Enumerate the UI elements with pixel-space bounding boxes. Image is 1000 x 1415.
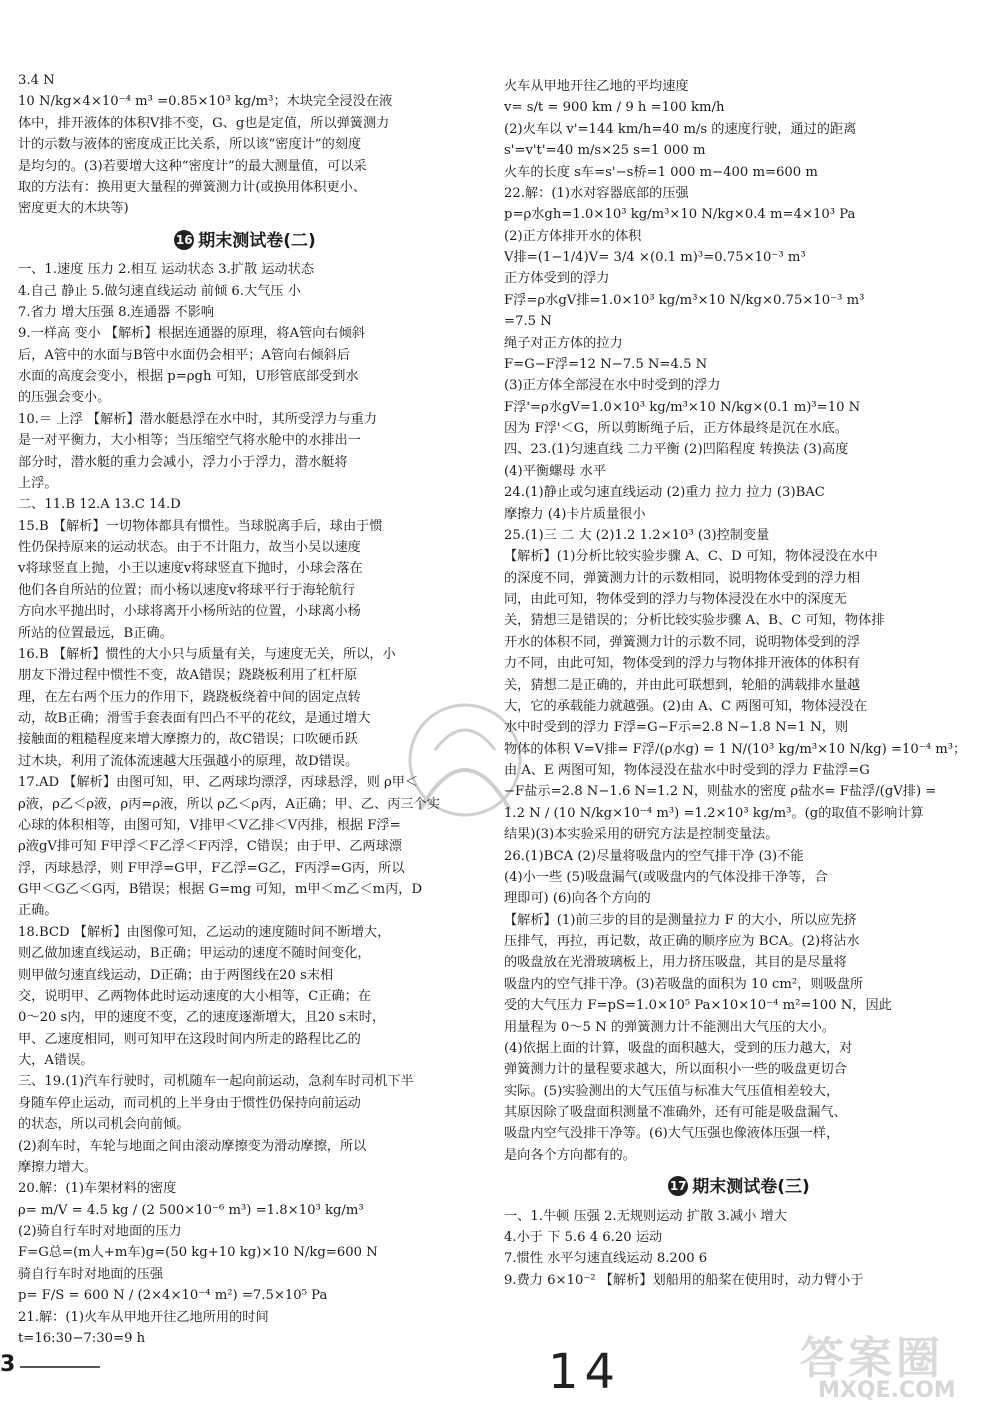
text-line: 后，A管中的水面与B管中水面仍会相平；A管向右倾斜后 bbox=[18, 347, 351, 363]
handwritten-number: 14 bbox=[548, 1344, 622, 1400]
text-line: 的状态，所以司机会向前倾。 bbox=[18, 1117, 190, 1133]
text-line: F浮'=ρ水gV=1.0×10³ kg/m³×10 N/kg×(0.1 m)³=10 N bbox=[504, 399, 861, 415]
watermark-url: MXQE.COM bbox=[818, 1378, 956, 1403]
text-line: 10.＝ 上浮 【解析】潜水艇悬浮在水中时，其所受浮力与重力 bbox=[18, 411, 378, 427]
text-line: p= F/S = 600 N / (2×4×10⁻⁴ m²) =7.5×10⁵ Pa bbox=[18, 1288, 328, 1304]
right-column bbox=[504, 76, 974, 1291]
watermark-logo: 答案圈 bbox=[800, 1333, 944, 1384]
text-line: 动，故B正确；滑雪手套表面有凹凸不平的花纹，是通过增大 bbox=[18, 711, 371, 727]
text-line: 18.BCD 【解析】由图像可知，乙运动的速度随时间不断增大， bbox=[18, 924, 391, 940]
section-number-badge: 17 bbox=[668, 1176, 688, 1196]
text-line: 身随车停止运动，而司机的上半身由于惯性仍保持向前运动 bbox=[18, 1095, 361, 1111]
text-line: 骑自行车时对地面的压强 bbox=[18, 1266, 164, 1282]
text-line: 交，说明甲、乙两物体此时运动速度的大小相等，C正确；在 bbox=[18, 988, 371, 1004]
text-line: 弹簧测力计的量程要求越大，所以面积小一些的吸盘更切合 bbox=[504, 1062, 847, 1078]
right-block-b bbox=[504, 1206, 974, 1292]
text-line: 的吸盘放在光滑玻璃板上，用力挤压吸盘，其目的是尽量将 bbox=[504, 955, 847, 971]
text-line: 则甲做匀速直线运动，D正确；由于两图线在20 s末相 bbox=[18, 967, 334, 983]
text-line: 26.(1)BCA (2)尽量将吸盘内的空气排干净 (3)不能 bbox=[504, 848, 804, 864]
text-line: 9.一样高 变小 【解析】根据连通器的原理，将A管向右倾斜 bbox=[18, 326, 365, 342]
text-line: 受的大气压力 F=pS=1.0×10⁵ Pa×10×10⁻⁴ m²=100 N，因此 bbox=[504, 998, 892, 1014]
text-line: 浮，丙球悬浮，则 F甲浮=G甲，F乙浮=G乙，F丙浮=G丙，所以 bbox=[18, 860, 405, 876]
left-top-block bbox=[18, 70, 472, 220]
text-line: 朋友下滑过程中惯性不变，故A错误；跷跷板利用了杠杆原 bbox=[18, 668, 358, 684]
text-line: 绳子对正方体的拉力 bbox=[504, 335, 623, 351]
text-line: 3.4 N bbox=[18, 73, 55, 88]
text-line: s'=v't'=40 m/s×25 s=1 000 m bbox=[504, 143, 706, 159]
text-line: 24.(1)静止或匀速直线运动 (2)重力 拉力 拉力 (3)BAC bbox=[504, 485, 825, 501]
text-line: (2)刹车时，车轮与地面之间由滚动摩擦变为滑动摩擦，所以 bbox=[18, 1138, 367, 1154]
text-line: ρ= m/V = 4.5 kg / (2 500×10⁻⁶ m³) =1.8×10³ kg/m³ bbox=[18, 1202, 364, 1218]
text-line: 水中时受到的浮力 F浮=G−F示=2.8 N−1.8 N=1 N，则 bbox=[504, 720, 849, 736]
text-line: 是均匀的。(3)若要增大这种“密度计”的最大测量值，可以采 bbox=[18, 158, 367, 174]
text-line: −F盐示=2.8 N−1.6 N=1.2 N，则盐水的密度 ρ盐水= F盐浮/(gV排) = bbox=[504, 784, 937, 800]
text-line: 7.惯性 水平匀速直线运动 8.200 6 bbox=[504, 1251, 708, 1267]
text-line: 方向水平抛出时，小球将离开小杨所站的位置，小球离小杨 bbox=[18, 604, 361, 620]
text-line: 所站的位置最远，B正确。 bbox=[18, 625, 173, 641]
text-line: 4.小于 下 5.6 4 6.20 运动 bbox=[504, 1230, 663, 1246]
text-line: 【解析】(1)分析比较实验步骤 A、C、D 可知，物体浸没在水中 bbox=[504, 549, 878, 565]
text-line: V排=(1−1/4)V= 3/4 ×(0.1 m)³=0.75×10⁻³ m³ bbox=[504, 250, 806, 265]
text-line: 一、1.牛顿 压强 2.无规则运动 扩散 3.减小 增大 bbox=[504, 1208, 787, 1224]
text-line: t=16:30−7:30=9 h bbox=[18, 1330, 146, 1346]
text-line: v将球竖直上抛，小王以速度v将球竖直下抛时，小球会落在 bbox=[18, 561, 363, 577]
text-line: 结果)(3)本实验采用的研究方法是控制变量法。 bbox=[504, 827, 779, 843]
text-line: 是一对平衡力，大小相等；当压缩空气将水舱中的水排出一 bbox=[18, 433, 361, 449]
text-line: 四、23.(1)匀速直线 二力平衡 (2)凹陷程度 转换法 (3)高度 bbox=[504, 442, 849, 458]
text-line: F=G总=(m人+m车)g=(50 kg+10 kg)×10 N/kg=600 N bbox=[18, 1245, 378, 1261]
text-line: 因为 F浮'＜G，所以剪断绳子后，正方体最终是沉在水底。 bbox=[504, 421, 848, 436]
text-line: 22.解：(1)水对容器底部的压强 bbox=[504, 185, 689, 201]
text-line: 密度更大的木块等) bbox=[18, 201, 129, 217]
text-line: 理，在左右两个压力的作用下，跷跷板绕着中间的固定点转 bbox=[18, 689, 361, 705]
text-line: 是向各个方向都有的。 bbox=[504, 1147, 636, 1163]
text-line: 17.AD 【解析】由图可知，甲、乙两球均漂浮，丙球悬浮，则 ρ甲＜ bbox=[18, 775, 419, 791]
section-title-text: 期末测试卷(二) bbox=[198, 230, 316, 251]
text-line: 部分时，潜水艇的重力会减小，浮力小于浮力，潜水艇将 bbox=[18, 454, 348, 470]
text-line: 大，A错误。 bbox=[18, 1053, 94, 1069]
text-line: (2)正方体排开水的体积 bbox=[504, 228, 642, 244]
text-line: 吸盘内空气没排干净等。(6)大气压强也像液体压强一样， bbox=[504, 1126, 840, 1142]
text-line: 正确。 bbox=[18, 903, 58, 919]
text-line: 9.费力 6×10⁻² 【解析】划船用的船桨在使用时，动力臂小于 bbox=[504, 1272, 864, 1288]
text-line: 他们各自所站的位置；而小杨以速度v将球平行于海轮航行 bbox=[18, 582, 356, 598]
text-line: F=G−F浮=12 N−7.5 N=4.5 N bbox=[504, 356, 708, 372]
text-line: 接触面的粗糙程度来增大摩擦力的，故C错误；口吹硬币跃 bbox=[18, 732, 358, 748]
text-line: 三、19.(1)汽车行驶时，司机随车一起向前运动，急刹车时司机下半 bbox=[18, 1074, 414, 1090]
text-line: 16.B 【解析】惯性的大小只与质量有关，与速度无关，所以，小 bbox=[18, 646, 396, 662]
text-line: 力不同，由此可知，物体受到的浮力与物体排开液体的体积有 bbox=[504, 656, 861, 672]
text-line: 则乙做加速直线运动，B正确；甲运动的速度不随时间变化， bbox=[18, 946, 371, 962]
text-line: 实际。(5)实验测出的大气压值与标准大气压值相差较大， bbox=[504, 1083, 840, 1099]
text-line: 火车的长度 s车=s'−s桥=1 000 m−400 m=600 m bbox=[504, 164, 818, 180]
text-line: (3)正方体全部浸在水中时受到的浮力 bbox=[504, 378, 721, 394]
text-line: 计的示数与液体的密度成正比关系，所以该“密度计”的刻度 bbox=[18, 137, 362, 153]
text-line: 4.自己 静止 5.做匀速直线运动 前倾 6.大气压 小 bbox=[18, 283, 301, 299]
section-number-badge: 16 bbox=[174, 230, 194, 250]
text-line: 关，猜想三是错误的；分析比较实验步骤 A、B、C 可知，物体排 bbox=[504, 613, 885, 629]
text-line: 用量程为 0～5 N 的弹簧测力计不能测出大气压的大小。 bbox=[504, 1019, 836, 1035]
text-line: 过木块，利用了流体流速越大压强越小的原理，故D错误。 bbox=[18, 753, 359, 769]
text-line: 的压强会变小。 bbox=[18, 390, 111, 406]
text-line: 同，由此可知，物体受到的浮力与物体浸没在水中的深度无 bbox=[504, 592, 847, 607]
text-line: (4)小一些 (5)吸盘漏气(或吸盘内的气体没排干净等，合 bbox=[504, 869, 828, 885]
text-line: 21.解：(1)火车从甲地开往乙地所用的时间 bbox=[18, 1309, 269, 1325]
text-line: (2)骑自行车时对地面的压力 bbox=[18, 1224, 182, 1240]
text-line: 其原因除了吸盘面积测量不准确外，还有可能是吸盘漏气、 bbox=[504, 1105, 847, 1120]
text-line: 上浮。 bbox=[18, 475, 58, 491]
text-line: p=ρ水gh=1.0×10³ kg/m³×10 N/kg×0.4 m=4×10³ Pa bbox=[504, 207, 856, 223]
section-title-2 bbox=[18, 228, 472, 256]
text-line: 火车从甲地开往乙地的平均速度 bbox=[504, 79, 689, 94]
text-line: (4)平衡螺母 水平 bbox=[504, 463, 606, 479]
page-number: 3 bbox=[0, 1352, 16, 1377]
text-line: 1.2 N / (10 N/kg×10⁻⁴ m³) =1.2×10³ kg/m³。(g的取值不影响计算 bbox=[504, 805, 924, 821]
text-line: 10 N/kg×4×10⁻⁴ m³ =0.85×10³ kg/m³；木块完全浸没在液 bbox=[18, 94, 393, 110]
text-line: 摩擦力 (4)卡片质量很小 bbox=[504, 506, 646, 522]
text-line: G甲＜G乙＜G丙，B错误；根据 G=mg 可知，m甲＜m乙＜m丙，D bbox=[18, 882, 423, 898]
text-line: 7.省力 增大压强 8.连通器 不影响 bbox=[18, 304, 214, 320]
text-line: 体中，排开液体的体积V排不变，G、g也是定值，所以弹簧测力 bbox=[18, 115, 390, 131]
section-title-text: 期末测试卷(三) bbox=[692, 1177, 810, 1198]
text-line: =7.5 N bbox=[504, 314, 552, 330]
text-line: (2)火车以 v'=144 km/h=40 m/s 的速度行驶，通过的距离 bbox=[504, 121, 857, 137]
page-number-decoration bbox=[20, 1366, 100, 1368]
text-line: 由 A、E 两图可知，物体浸没在盐水中时受到的浮力 F盐浮=G bbox=[504, 763, 870, 778]
text-line: ρ液gV排可知 F甲浮＜F乙浮＜F丙浮，C错误；由于甲、乙两球漂 bbox=[18, 839, 402, 855]
text-line: 15.B 【解析】一切物体都具有惯性。当球脱离手后，球由于惯 bbox=[18, 518, 383, 534]
text-line: ρ液，ρ乙＜ρ液，ρ丙=ρ液，所以 ρ乙＜ρ丙，A正确；甲、乙、丙三个实 bbox=[18, 796, 440, 812]
right-block-a bbox=[504, 76, 974, 1166]
section-title-3 bbox=[504, 1174, 974, 1202]
text-line: 【解析】(1)前三步的目的是测量拉力 F 的大小，所以应先挤 bbox=[504, 912, 857, 928]
text-line: 25.(1)三 二 大 (2)1.2 1.2×10³ (3)控制变量 bbox=[504, 527, 770, 543]
text-line: 大，它的承载能力就越强。(2)由 A、C 两图可知，物体浸没在 bbox=[504, 698, 868, 714]
text-line: 心球的体积相等，由图可知，V排甲＜V乙排＜V丙排，根据 F浮= bbox=[18, 817, 401, 833]
text-line: (4)依据上面的计算，吸盘的面积越大，受到的压力越大，对 bbox=[504, 1040, 853, 1056]
text-line: 取的方法有：换用更大量程的弹簧测力计(或换用体积更小、 bbox=[18, 179, 367, 195]
text-line: 正方体受到的浮力 bbox=[504, 271, 610, 287]
text-line: 开水的体积不同，弹簧测力计的示数不同，说明物体受到的浮 bbox=[504, 634, 861, 650]
text-line: 吸盘内的空气排干净。(3)若吸盘的面积为 10 cm²，则吸盘所 bbox=[504, 976, 864, 992]
text-line: 甲、乙速度相同，则可知甲在这段时间内所走的路程比乙的 bbox=[18, 1031, 361, 1047]
text-line: 二、11.B 12.A 13.C 14.D bbox=[18, 497, 181, 513]
text-line: v= s/t = 900 km / 9 h =100 km/h bbox=[504, 100, 725, 116]
text-line: 一、1.速度 压力 2.相互 运动状态 3.扩散 运动状态 bbox=[18, 262, 315, 278]
text-line: 水面的高度会变小，根据 p=ρgh 可知，U形管底部受到水 bbox=[18, 369, 359, 385]
text-line: F浮=ρ水gV排=1.0×10³ kg/m³×10 N/kg×0.75×10⁻³ m³ bbox=[504, 292, 865, 308]
text-line: 的深度不同，弹簧测力计的示数相同，说明物体受到的浮力相 bbox=[504, 570, 861, 586]
seal-stamp-graphic bbox=[390, 690, 540, 850]
text-line: 理即可) (6)向各个方向的 bbox=[504, 891, 651, 907]
text-line: 关，猜想二是正确的，并由此可联想到，轮船的满载排水量越 bbox=[504, 677, 861, 693]
text-line: 摩擦力增大。 bbox=[18, 1159, 98, 1175]
text-line: 压排气，再拉，再记数，故正确的顺序应为 BCA。(2)将沾水 bbox=[504, 934, 860, 949]
text-line: 0～20 s内，甲的速度不变，乙的速度逐渐增大，且20 s末时， bbox=[18, 1010, 386, 1026]
text-line: 物体的体积 V=V排= F浮/(ρ水g) = 1 N/(10³ kg/m³×10 N/kg) =10⁻⁴ m³； bbox=[504, 741, 967, 757]
text-line: 20.解：(1)车架材料的密度 bbox=[18, 1181, 177, 1197]
text-line: 性仍保持原来的运动状态。由于不计阻力，故当小吴以速度 bbox=[18, 540, 361, 556]
